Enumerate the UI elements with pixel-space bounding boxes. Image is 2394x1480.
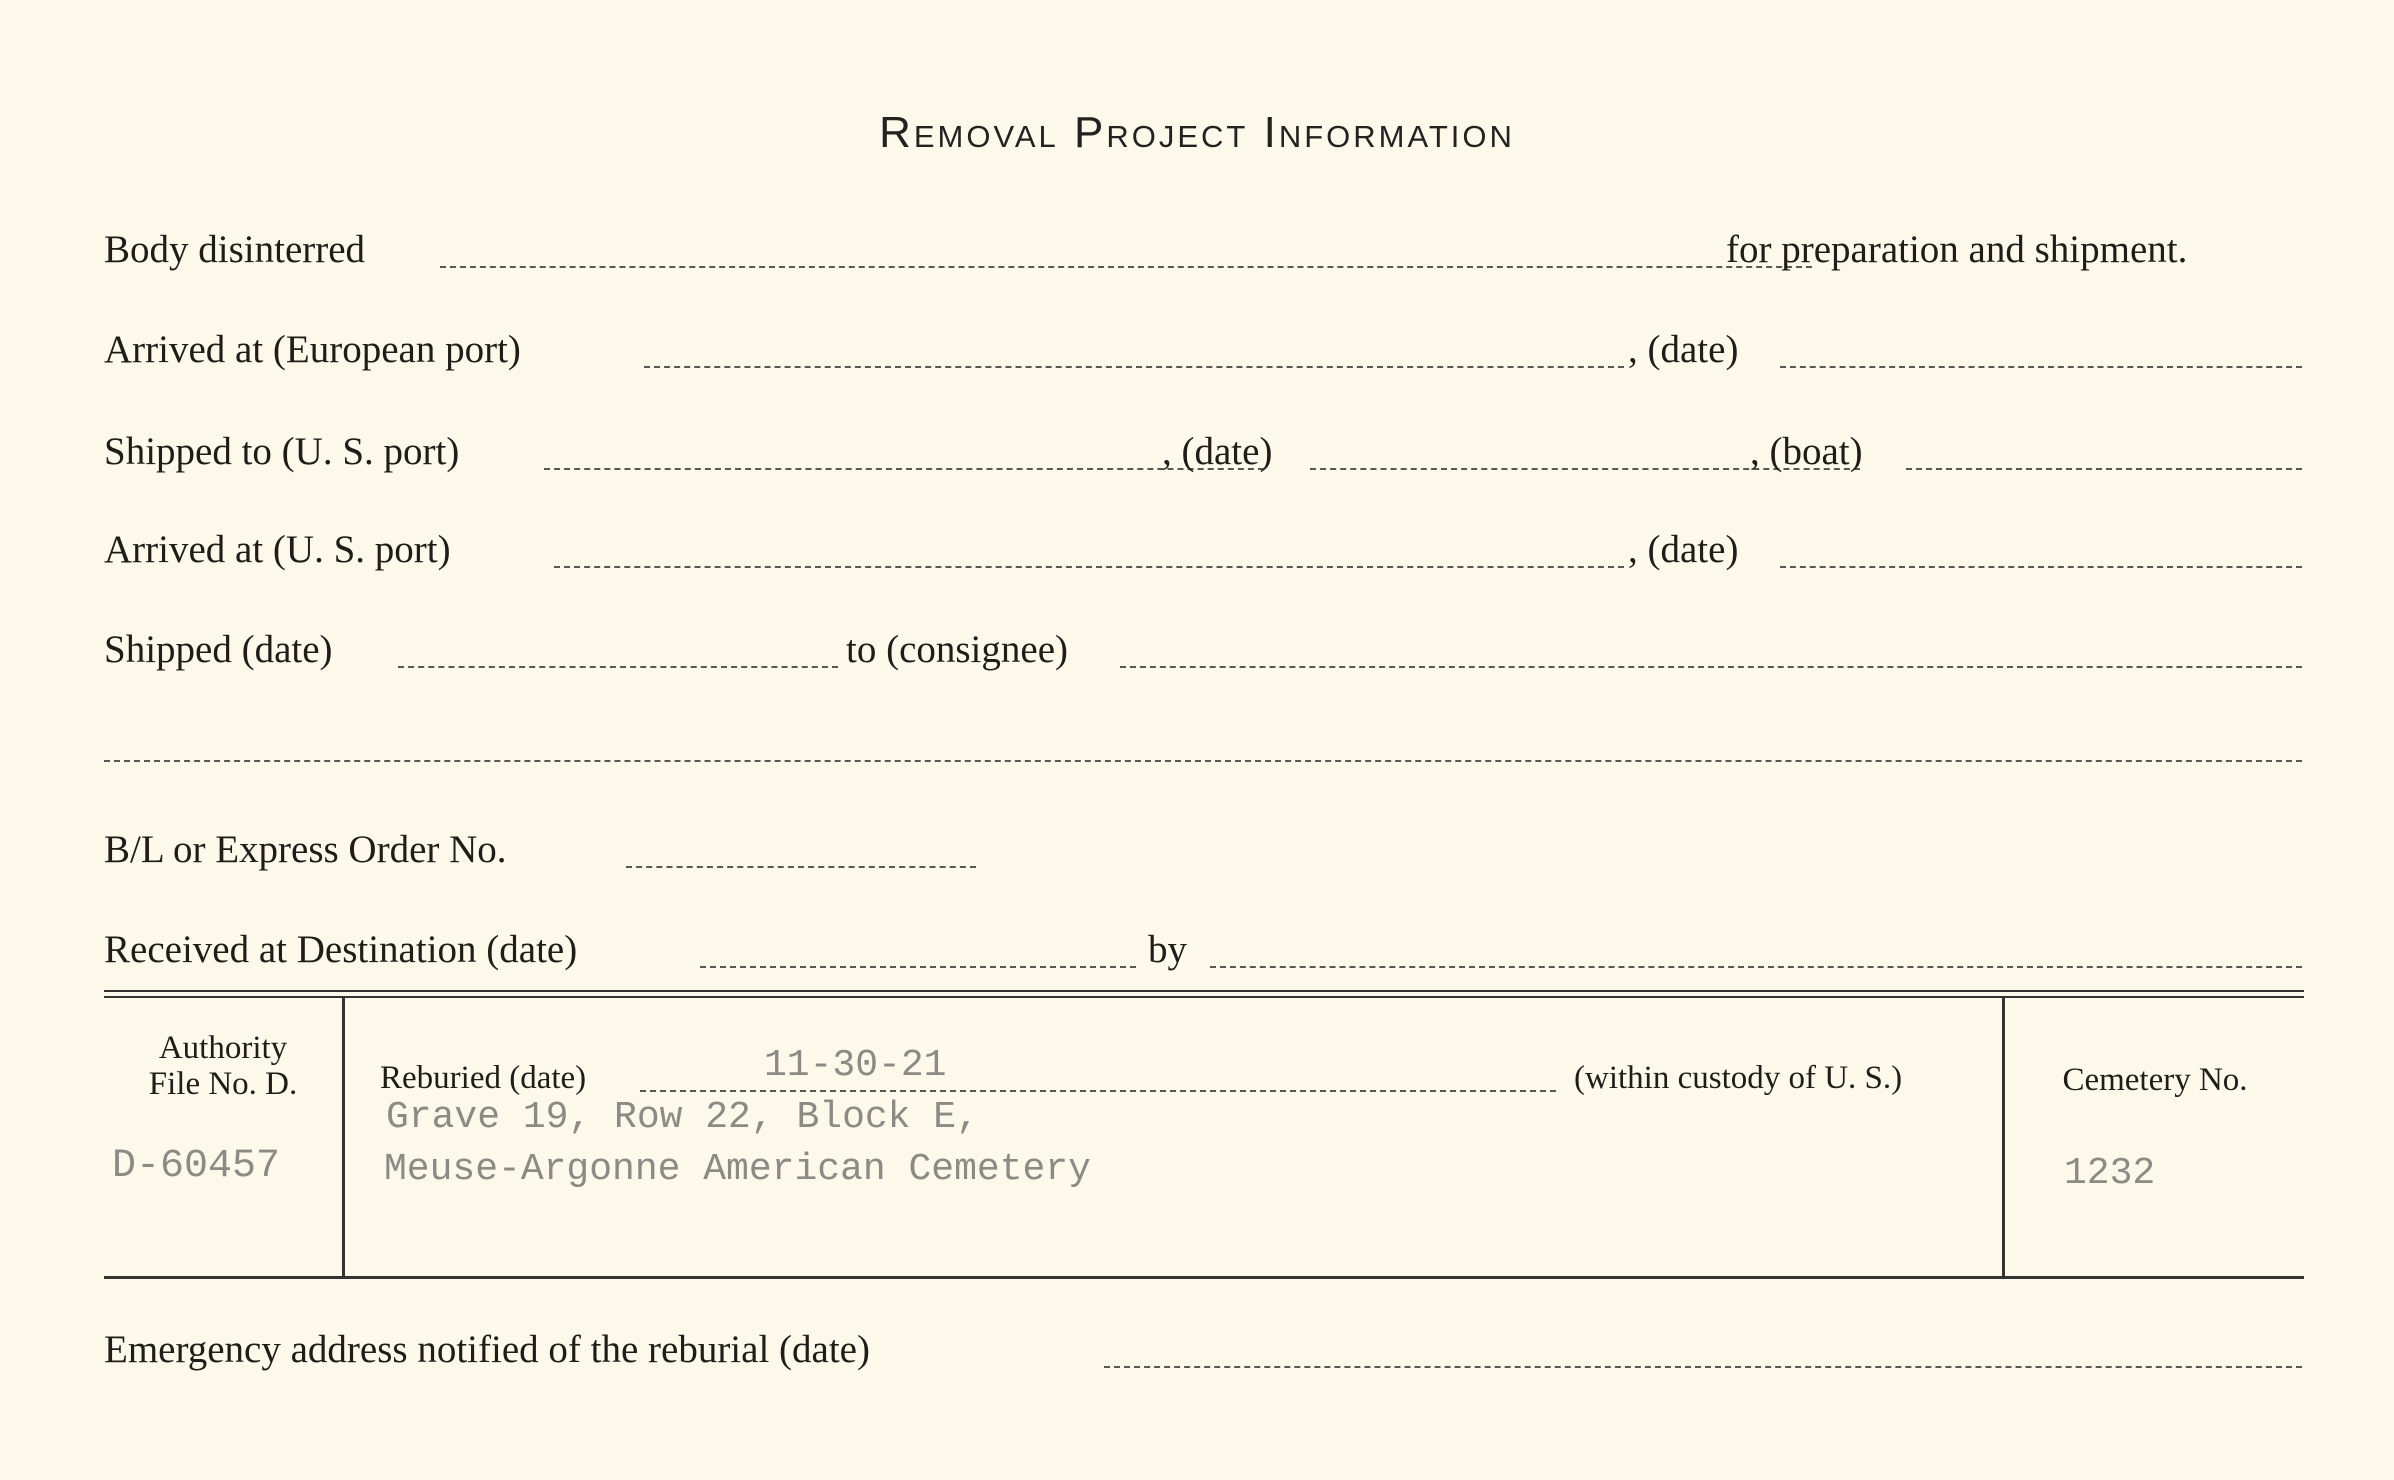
arrived-european-date-label: , (date) (1628, 328, 1739, 371)
reburied-date-value: 11-30-21 (764, 1044, 947, 1087)
cemetery-number: 1232 (2064, 1152, 2156, 1195)
received-by-label: by (1148, 928, 1187, 971)
shipped-date-label: Shipped (date) (104, 628, 333, 671)
authority-label-line-1: Authority (158, 1030, 288, 1066)
consignee-field[interactable] (1120, 666, 2302, 668)
authority-label-line-2: File No. D. (148, 1066, 298, 1102)
emergency-date-field[interactable] (1104, 1366, 2302, 1368)
custody-label: (within custody of U. S.) (1574, 1060, 1903, 1096)
row-received (104, 926, 2304, 976)
arrived-european-port-field[interactable] (644, 366, 1624, 368)
row-emergency (104, 1326, 2304, 1376)
grave-location-line-1: Grave 19, Row 22, Block E, (386, 1096, 979, 1139)
shipped-us-label: Shipped to (U. S. port) (104, 430, 460, 473)
arrived-us-date-label: , (date) (1628, 528, 1739, 571)
box-bottom-border (104, 1276, 2304, 1279)
box-top-border (104, 990, 2304, 998)
shipped-date-field[interactable] (398, 666, 838, 668)
bl-order-field[interactable] (626, 866, 976, 868)
cemetery-label: Cemetery No. (2062, 1062, 2248, 1098)
body-disinterred-label: Body disinterred (104, 228, 366, 271)
authority-label (104, 1030, 342, 1102)
shipped-us-date-label: , (date) (1162, 430, 1273, 473)
row-shipped-date (104, 626, 2304, 676)
consignee-continuation-line[interactable] (104, 760, 2302, 762)
received-label: Received at Destination (date) (104, 928, 578, 971)
arrived-european-date-field[interactable] (1780, 366, 2302, 368)
shipped-us-boat-field[interactable] (1906, 468, 2302, 470)
box-divider-right (2002, 998, 2005, 1276)
arrived-us-label: Arrived at (U. S. port) (104, 528, 451, 571)
reburied-date-field[interactable] (640, 1090, 1556, 1092)
row-arrived-us (104, 526, 2304, 576)
box-divider-left (342, 998, 345, 1276)
arrived-us-date-field[interactable] (1780, 566, 2302, 568)
received-by-field[interactable] (1210, 966, 2302, 968)
body-disinterred-suffix: for preparation and shipment. (1726, 228, 2188, 271)
row-body-disinterred (104, 226, 2304, 276)
bl-order-label: B/L or Express Order No. (104, 828, 507, 871)
row-shipped-us (104, 428, 2304, 478)
consignee-label: to (consignee) (846, 628, 1069, 671)
shipped-us-port-field[interactable] (544, 468, 1264, 470)
body-disinterred-field[interactable] (440, 266, 1812, 268)
row-arrived-european (104, 326, 2304, 376)
received-date-field[interactable] (700, 966, 1136, 968)
form-title: Removal Project Information (879, 108, 1515, 157)
arrived-european-label: Arrived at (European port) (104, 328, 521, 371)
arrived-us-port-field[interactable] (554, 566, 1624, 568)
reburied-label: Reburied (date) (380, 1060, 587, 1096)
authority-file-number: D-60457 (112, 1144, 281, 1189)
grave-location-line-2: Meuse-Argonne American Cemetery (384, 1148, 1091, 1191)
shipped-us-boat-label: , (boat) (1750, 430, 1863, 473)
row-bl-order (104, 826, 2304, 876)
emergency-label: Emergency address notified of the reburial (date) (104, 1328, 870, 1371)
